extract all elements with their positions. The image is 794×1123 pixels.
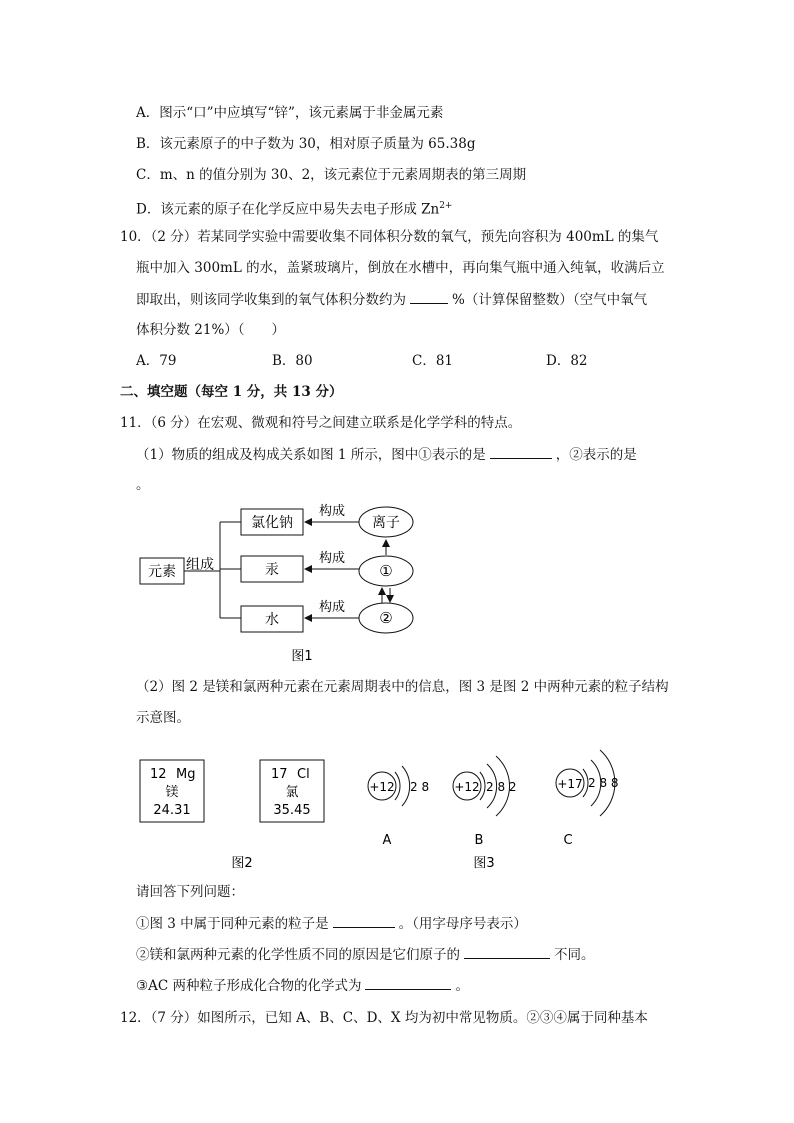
q11-part1	[136, 444, 637, 465]
q10-line1: 10．（2 分）若某同学实验中需要收集不同体积分数的氧气，预先向容积为 400mL 的集气	[120, 229, 659, 245]
q11-part1-mid: ，②表示的是	[555, 447, 637, 463]
q11-part2-line1: （2）图 2 是镁和氯两种元素在元素周期表中的信息，图 3 是图 2 中两种元素的粒子结构	[136, 679, 669, 695]
q11-sub1-blank	[333, 913, 395, 928]
figure-2-3-diagram	[130, 730, 650, 880]
figure-1-diagram	[130, 500, 430, 670]
q10-option-a: A．79	[136, 353, 177, 369]
q10-option-d: D．82	[546, 353, 588, 369]
q10-line4: 体积分数 21%）（ ）	[136, 322, 286, 338]
q10-option-c: C．81	[412, 353, 454, 369]
atom-b	[453, 756, 517, 848]
q11-sub3-blank	[365, 975, 451, 990]
atom-a-nucleus: +12	[369, 780, 395, 794]
atom-a	[368, 766, 429, 848]
mg-name: 镁	[165, 785, 179, 800]
element-label: 元素	[148, 564, 176, 580]
atom-c-nucleus: +17	[557, 777, 583, 791]
q9-option-d-text: D．该元素的原子在化学反应中易失去电子形成 Zn	[136, 201, 440, 218]
q11-sub2-post: 不同。	[554, 947, 595, 963]
q10-option-b: B．80	[272, 353, 313, 369]
particle-1-label: ①	[379, 562, 393, 580]
atom-b-label: B	[474, 833, 484, 848]
q11-blank-1	[490, 444, 552, 459]
water-label: 水	[265, 612, 279, 628]
q11-sub3-post: 。	[455, 978, 469, 994]
cl-mass: 35.45	[273, 803, 311, 818]
q11-sub3	[136, 975, 469, 996]
atom-c	[556, 750, 619, 848]
q11-part1-pre: （1）物质的组成及构成关系如图 1 所示，图中①表示的是	[136, 447, 486, 463]
q9-option-c: C．m、n 的值分别为 30、2，该元素位于元素周期表的第三周期	[136, 167, 527, 183]
q11-sub2-blank	[464, 944, 550, 959]
atom-c-label: C	[563, 833, 573, 848]
q9-option-d	[136, 196, 452, 220]
cl-name: 氯	[285, 785, 299, 800]
atom-a-label: A	[382, 833, 392, 848]
atom-b-nucleus: +12	[454, 780, 480, 794]
mg-number: 12	[150, 767, 167, 782]
atom-b-electrons: 2 8 2	[486, 780, 517, 794]
particle-2-label: ②	[379, 609, 393, 627]
q9-option-d-sup: 2+	[439, 201, 453, 211]
q10-line3-post: %（计算保留整数）（空气中氧气	[452, 292, 648, 308]
figure-3-caption: 图3	[473, 856, 495, 871]
q11-stem: 11．（6 分）在宏观、微观和符号之间建立联系是化学学科的特点。	[120, 415, 522, 431]
q11-sub1	[136, 913, 527, 934]
q10-answer-blank	[410, 289, 448, 304]
section-title: 二、填空题（每空 1 分，共 13 分）	[120, 384, 343, 400]
figure-2-caption: 图2	[231, 856, 253, 871]
q11-sub2	[136, 944, 595, 965]
answer-prompt: 请回答下列问题：	[136, 884, 244, 900]
q11-sub2-pre: ②镁和氯两种元素的化学性质不同的原因是它们原子的	[136, 947, 460, 963]
mg-mass: 24.31	[153, 803, 191, 818]
q9-option-b: B．该元素原子的中子数为 30，相对原子质量为 65.38g	[136, 136, 476, 152]
cl-number: 17	[271, 767, 288, 782]
figure-1-caption: 图1	[291, 649, 313, 664]
q10-line2: 瓶中加入 300mL 的水，盖紧玻璃片，倒放在水槽中，再向集气瓶中通入纯氧，收满后立	[136, 260, 665, 276]
q11-sub3-pre: ③AC 两种粒子形成化合物的化学式为	[136, 978, 362, 994]
compose-label: 组成	[186, 557, 214, 573]
atom-a-electrons: 2 8	[410, 780, 430, 794]
q9-option-a: A．图示“口”中应填写“锌”，该元素属于非金属元素	[136, 105, 444, 121]
q12-stem: 12．（7 分）如图所示，已知 A、B、C、D、X 均为初中常见物质。②③④属于同种基本	[120, 1010, 648, 1026]
q11-part2-line2: 示意图。	[136, 710, 190, 726]
q11-sub1-post: 。（用字母序号表示）	[398, 916, 527, 932]
constitute-label-1: 构成	[318, 504, 346, 519]
atom-c-electrons: 2 8 8	[588, 776, 619, 790]
cl-symbol: Cl	[297, 767, 310, 782]
q10-line3-pre: 即取出，则该同学收集到的氧气体积分数约为	[136, 292, 406, 308]
q10-line3	[136, 289, 647, 310]
constitute-label-2: 构成	[318, 551, 346, 566]
mercury-label: 汞	[265, 562, 279, 578]
constitute-label-3: 构成	[318, 600, 346, 615]
ion-label: 离子	[372, 515, 400, 531]
mg-symbol: Mg	[176, 767, 196, 782]
nacl-label: 氯化钠	[251, 515, 293, 531]
q11-sub1-pre: ①图 3 中属于同种元素的粒子是	[136, 916, 329, 932]
q11-part1-end: 。	[136, 477, 150, 493]
